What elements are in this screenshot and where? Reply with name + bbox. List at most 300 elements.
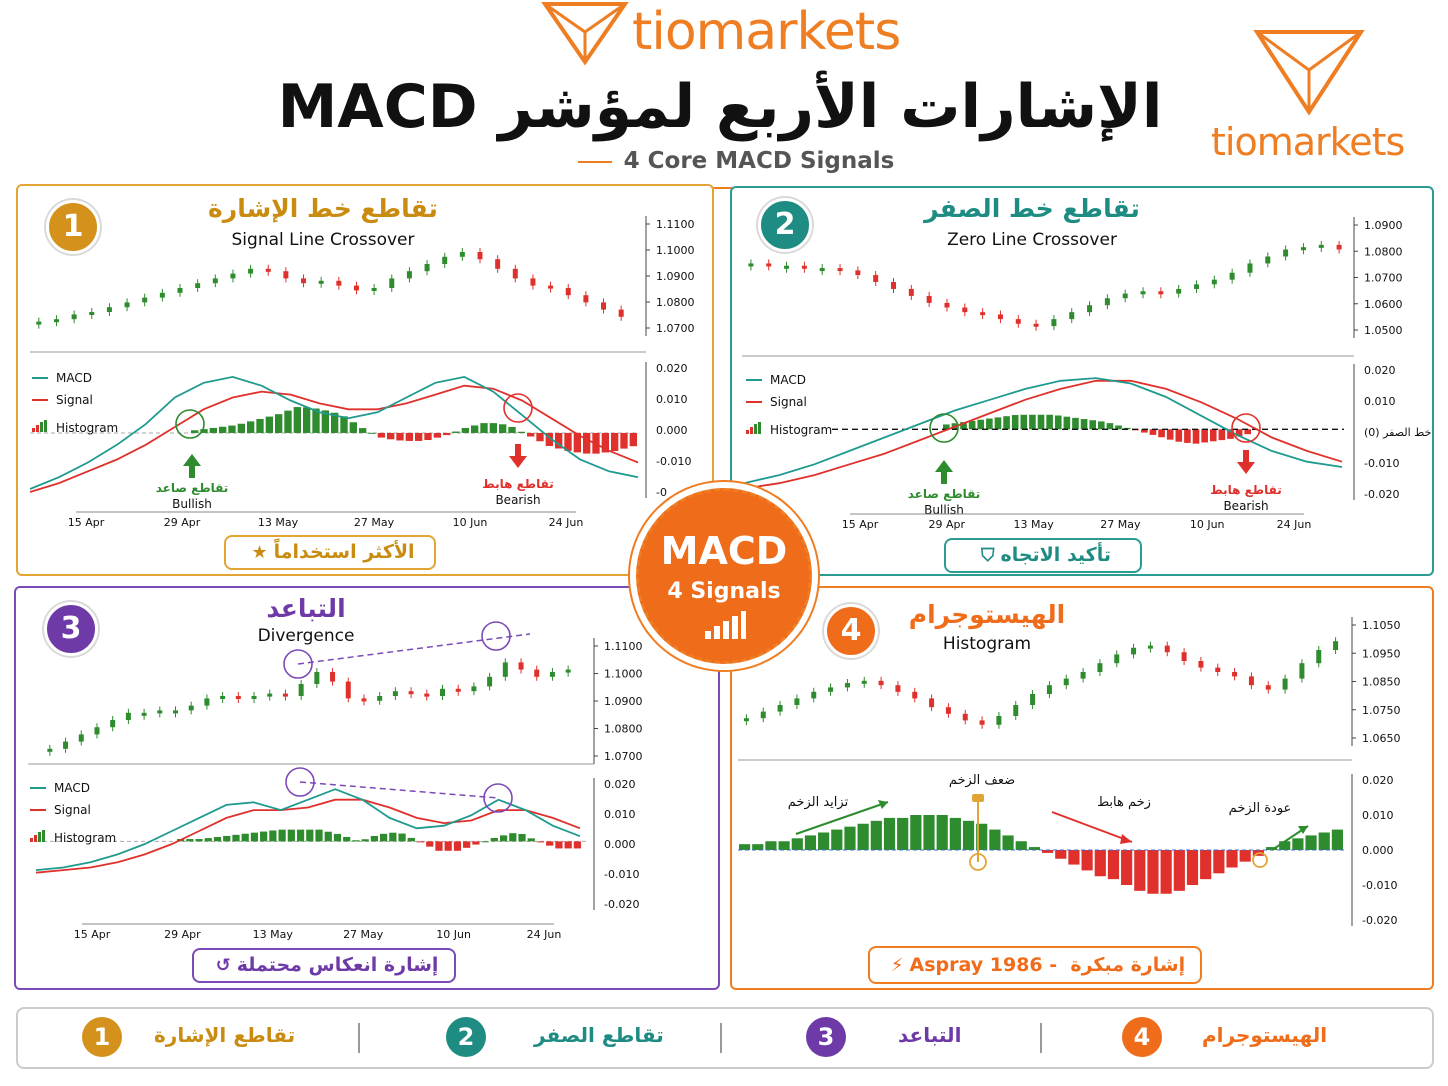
- candle-body: [487, 677, 492, 687]
- histogram-bar: [482, 841, 489, 842]
- panel-title-ar: التباعد: [266, 594, 346, 623]
- indicator-tick-label: 0.000: [604, 838, 636, 851]
- legend-histogram-icon: [38, 832, 41, 842]
- candle-body: [189, 706, 194, 711]
- legend-histogram-icon: [746, 430, 749, 434]
- panel-histogram: [730, 586, 1434, 990]
- date-tick-label: 10 Jun: [436, 928, 471, 941]
- bottom-legend: [16, 1007, 1434, 1069]
- price-divergence-line: [298, 634, 530, 664]
- histogram-bar: [352, 840, 359, 841]
- candle-body: [766, 263, 771, 266]
- histogram-bar: [620, 433, 627, 449]
- date-tick-label: 24 Jun: [526, 928, 562, 941]
- histogram-bar: [1003, 416, 1010, 429]
- histogram-bar: [1193, 429, 1200, 443]
- lightning-icon: ⚡: [890, 955, 904, 976]
- candle-body: [195, 283, 200, 288]
- candle-body: [160, 293, 165, 298]
- candle-body: [236, 696, 241, 699]
- histogram-bar: [1064, 417, 1071, 430]
- candle-body: [330, 672, 335, 682]
- date-tick-label: 29 Apr: [164, 928, 201, 941]
- candle-body: [530, 278, 535, 285]
- histogram-bar: [1167, 429, 1174, 439]
- date-tick-label: 24 Jun: [1276, 518, 1312, 531]
- histogram-bar: [574, 841, 581, 848]
- center-title: MACD: [660, 529, 788, 573]
- histogram-bar: [480, 423, 487, 433]
- candle-body: [879, 681, 884, 685]
- histogram-bar: [995, 417, 1002, 429]
- candle-body: [1158, 291, 1163, 294]
- histogram-bar: [536, 433, 543, 441]
- candle-body: [566, 670, 571, 673]
- candle-body: [460, 252, 465, 257]
- indicator-tick-label: -0.010: [1364, 457, 1400, 470]
- histogram-bar: [325, 832, 332, 842]
- histogram-bar: [527, 433, 534, 437]
- histogram-bar: [452, 432, 459, 433]
- candle-body: [1319, 245, 1324, 248]
- candle-body: [944, 303, 949, 308]
- candle-body: [1114, 654, 1119, 663]
- histogram-bar: [443, 433, 450, 435]
- histogram-bar: [1068, 850, 1079, 865]
- legend-item-1: [78, 1015, 298, 1061]
- candle-body: [912, 692, 917, 699]
- crossover-label-ar: تقاطع هابط: [1210, 483, 1282, 497]
- candle-body: [1215, 668, 1220, 672]
- candle-body: [1069, 312, 1074, 319]
- candle-body: [862, 681, 867, 684]
- histogram-bar: [509, 833, 516, 841]
- legend-histogram-icon: [750, 427, 753, 434]
- histogram-bar: [989, 830, 1000, 850]
- histogram-bar: [858, 824, 869, 850]
- histogram-bar: [1089, 420, 1096, 429]
- candle-body: [456, 689, 461, 692]
- histogram-bar: [284, 411, 291, 433]
- crossover-label-en: Bullish: [172, 497, 212, 511]
- arrow-down-shaft: [515, 444, 521, 456]
- candle-body: [157, 710, 162, 713]
- histogram-bar: [1107, 423, 1114, 429]
- histogram-bar: [279, 830, 286, 842]
- legend-label: تقاطع الإشارة: [154, 1023, 296, 1047]
- legend-macd-label: MACD: [770, 373, 806, 387]
- candle-body: [1016, 319, 1021, 324]
- legend-item-2: [446, 1015, 666, 1061]
- histogram-bar: [334, 834, 341, 841]
- center-macd-badge: [636, 488, 812, 664]
- indicator-tick-label: 0.020: [656, 362, 688, 375]
- candle-body: [980, 720, 985, 724]
- histogram-bar: [275, 414, 282, 433]
- panel-title-en: Zero Line Crossover: [947, 230, 1117, 250]
- candle-body: [1194, 284, 1199, 289]
- candle-body: [110, 720, 115, 727]
- candle-body: [513, 269, 518, 279]
- indicator-tick-label: 0.020: [1362, 774, 1394, 787]
- indicator-tick-label: 0.010: [1362, 809, 1394, 822]
- candle-body: [1247, 263, 1252, 272]
- note-weak: ضعف الزخم: [948, 773, 1016, 788]
- panel-title-en: Divergence: [257, 626, 355, 646]
- candle-body: [142, 298, 147, 303]
- legend-label: تقاطع الصفر: [534, 1023, 664, 1047]
- indicator-tick-label: خط الصفر (0): [1364, 426, 1432, 439]
- candle-body: [495, 259, 500, 269]
- histogram-bar: [546, 841, 553, 845]
- price-tick-label: 1.0800: [604, 722, 643, 736]
- histogram-bar: [426, 841, 433, 846]
- macd-line: [36, 789, 580, 870]
- histogram-bar: [266, 417, 273, 433]
- histogram-bar: [1244, 429, 1251, 434]
- candle-body: [1333, 641, 1338, 650]
- price-tick-label: 1.0900: [656, 270, 695, 283]
- indicator-tick-label: 0.020: [604, 778, 636, 791]
- panel-title-en: Signal Line Crossover: [231, 230, 415, 250]
- indicator-tick-label: -0.010: [1362, 879, 1398, 892]
- histogram-bar: [362, 839, 369, 841]
- macd-chart-2: [732, 188, 1432, 574]
- histogram-bar: [986, 419, 993, 430]
- histogram-bar: [831, 830, 842, 850]
- histogram-bar: [424, 433, 431, 440]
- candle-body: [929, 698, 934, 707]
- crossover-label-ar: تقاطع صاعد: [155, 481, 229, 495]
- legend-histogram-icon: [32, 428, 35, 432]
- candle-body: [299, 684, 304, 696]
- histogram-bar: [260, 832, 267, 842]
- candle-body: [1051, 319, 1056, 326]
- histogram-bar: [490, 423, 497, 433]
- legend-histogram-icon: [754, 424, 757, 434]
- arrow-up-icon: [935, 460, 953, 472]
- histogram-bar: [1219, 429, 1226, 440]
- legend-signal-label: Signal: [770, 395, 807, 409]
- histogram-bar: [1081, 419, 1088, 429]
- note-rising: تزايد الزخم: [787, 795, 849, 810]
- candle-body: [998, 314, 1003, 319]
- histogram-bar: [472, 841, 479, 844]
- candle-body: [583, 295, 588, 302]
- tag-reversal-signal: إشارة انعكاس محتملة↺: [192, 948, 456, 983]
- legend-signal-label: Signal: [56, 393, 93, 407]
- candle-body: [301, 278, 306, 283]
- candle-body: [1232, 672, 1237, 676]
- histogram-bar: [288, 830, 295, 842]
- crossover-label-ar: تقاطع هابط: [482, 477, 554, 491]
- legend-macd-label: MACD: [54, 781, 90, 795]
- histogram-bar: [380, 834, 387, 842]
- candle-body: [1249, 676, 1254, 685]
- histogram-bar: [739, 844, 750, 850]
- histogram-bar: [417, 841, 424, 842]
- histogram-bar: [491, 838, 498, 841]
- histogram-bar: [186, 839, 193, 841]
- date-tick-label: 10 Jun: [452, 516, 488, 529]
- candle-body: [63, 742, 68, 749]
- histogram-bar: [445, 841, 452, 850]
- candle-body: [503, 662, 508, 676]
- candle-body: [761, 712, 766, 719]
- candle-body: [845, 683, 850, 687]
- candle-body: [1301, 247, 1306, 250]
- crossover-label-en: Bearish: [1223, 499, 1269, 513]
- arrow-head-icon: [1120, 834, 1132, 844]
- legend-number: 2: [446, 1017, 486, 1057]
- candle-body: [1131, 648, 1136, 655]
- candle-body: [54, 319, 59, 322]
- candle-body: [1182, 652, 1187, 661]
- histogram-bar: [343, 837, 350, 841]
- histogram-bar: [963, 821, 974, 850]
- legend-number: 4: [1122, 1017, 1162, 1057]
- histogram-bar: [1201, 429, 1208, 442]
- histogram-bar: [191, 430, 198, 433]
- candle-body: [891, 282, 896, 289]
- signal-line: [744, 381, 1342, 489]
- histogram-bar: [871, 821, 882, 850]
- histogram-bar: [1055, 850, 1066, 859]
- candle-body: [425, 264, 430, 271]
- shield-star-icon: ⛉: [980, 545, 995, 566]
- histogram-bar: [315, 830, 322, 842]
- histogram-bar: [238, 424, 245, 433]
- candle-body: [220, 696, 225, 699]
- histogram-bar: [1174, 850, 1185, 891]
- panel-title-ar: الهيستوجرام: [908, 600, 1066, 629]
- candle-body: [996, 716, 1001, 725]
- date-tick-label: 27 May: [1100, 518, 1141, 531]
- date-tick-label: 15 Apr: [73, 928, 111, 941]
- histogram-bar: [518, 432, 525, 433]
- note-falling: زخم هابط: [1097, 795, 1151, 810]
- histogram-bar: [611, 433, 618, 451]
- candle-body: [1148, 646, 1153, 649]
- histogram-bar: [1046, 415, 1053, 430]
- histogram-bar: [1319, 833, 1330, 851]
- histogram-bar: [398, 834, 405, 842]
- histogram-bar: [371, 836, 378, 841]
- histogram-bar: [518, 834, 525, 841]
- histogram-bar: [897, 818, 908, 850]
- candle-body: [126, 713, 131, 720]
- legend-histogram-icon: [758, 422, 761, 434]
- histogram-bar: [210, 428, 217, 433]
- legend-macd-label: MACD: [56, 371, 92, 385]
- candle-body: [252, 696, 257, 699]
- candle-body: [962, 308, 967, 313]
- histogram-bar: [247, 421, 254, 433]
- candle-body: [36, 322, 41, 325]
- candle-body: [372, 288, 377, 291]
- candle-body: [1013, 705, 1018, 716]
- candle-body: [828, 687, 833, 691]
- candle-body: [230, 274, 235, 279]
- indicator-tick-label: 0.000: [656, 424, 688, 437]
- histogram-bar: [1012, 415, 1019, 429]
- candle-body: [1299, 663, 1304, 678]
- candle-body: [909, 289, 914, 296]
- candle-body: [1266, 685, 1271, 689]
- panel-number-badge: 2: [758, 198, 812, 252]
- histogram-bar: [1095, 850, 1106, 876]
- histogram-bar: [969, 421, 976, 429]
- candle-body: [1176, 289, 1181, 294]
- candle-body: [125, 302, 130, 307]
- histogram-bar: [508, 427, 515, 433]
- histogram-bar: [1121, 850, 1132, 885]
- candle-body: [794, 698, 799, 705]
- price-tick-label: 1.1000: [656, 244, 695, 257]
- panel-title-ar: تقاطع خط الإشارة: [208, 194, 438, 223]
- histogram-bar: [368, 433, 375, 434]
- histogram-bar: [537, 841, 544, 842]
- candle-body: [267, 694, 272, 697]
- histogram-bar: [1055, 416, 1062, 430]
- arrow-down-shaft: [1243, 450, 1249, 462]
- histogram-bar: [1038, 415, 1045, 430]
- candle-body: [1316, 650, 1321, 663]
- histogram-bar: [583, 433, 590, 454]
- page-title: الإشارات الأربع لمؤشر MACD: [277, 72, 1163, 142]
- candle-body: [178, 288, 183, 293]
- histogram-bar: [765, 841, 776, 850]
- brand-logo-top: [540, 0, 920, 70]
- arrow-down-icon: [1237, 462, 1255, 474]
- candle-body: [1141, 291, 1146, 294]
- price-tick-label: 1.0600: [1364, 297, 1403, 311]
- indicator-tick-label: -0.010: [656, 455, 692, 468]
- legend-histogram-label: Histogram: [770, 423, 833, 437]
- indicator-tick-label: -0.020: [1364, 488, 1400, 501]
- candle-body: [927, 296, 932, 303]
- histogram-bar: [303, 407, 310, 433]
- candle-body: [1064, 679, 1069, 686]
- weak-marker-cap: [972, 794, 984, 802]
- candle-body: [1105, 298, 1110, 305]
- histogram-bar: [294, 407, 301, 433]
- brand-logo-right: [1205, 28, 1415, 163]
- candle-body: [283, 694, 288, 697]
- price-tick-label: 1.0900: [1364, 219, 1403, 232]
- candle-body: [72, 314, 77, 319]
- candle-body: [548, 286, 553, 289]
- histogram-bar: [340, 416, 347, 433]
- candle-body: [79, 734, 84, 741]
- legend-histogram-icon: [36, 425, 39, 432]
- candle-body: [963, 714, 968, 721]
- macd-chart-4: [732, 588, 1432, 988]
- candle-body: [873, 275, 878, 282]
- candle-body: [94, 727, 99, 734]
- price-high-marker: [482, 622, 510, 650]
- histogram-bar: [463, 841, 470, 847]
- histogram-bar: [950, 818, 961, 850]
- price-tick-label: 1.1050: [1362, 619, 1401, 632]
- histogram-bar: [471, 425, 478, 432]
- candle-body: [1165, 646, 1170, 653]
- indicator-tick-label: -0.020: [1362, 914, 1398, 927]
- price-tick-label: 1.0900: [604, 695, 643, 708]
- candle-body: [478, 252, 483, 259]
- legend-histogram-icon: [34, 835, 37, 842]
- candle-body: [601, 302, 606, 309]
- candle-body: [283, 271, 288, 278]
- legend-histogram-icon: [42, 830, 45, 842]
- price-tick-label: 1.0700: [656, 322, 695, 335]
- panel-number-badge: 3: [44, 602, 98, 656]
- candle-body: [336, 281, 341, 286]
- brand-wordmark: tiomarkets: [632, 2, 901, 62]
- arrow-up-shaft: [189, 466, 195, 478]
- histogram-bar: [1305, 835, 1316, 850]
- candle-body: [784, 266, 789, 269]
- brand-mark-icon: [540, 0, 630, 68]
- legend-number: 1: [82, 1017, 122, 1057]
- brand-wordmark: tiomarkets: [1211, 120, 1405, 164]
- histogram-bar: [387, 433, 394, 439]
- candle-body: [1123, 294, 1128, 299]
- candle-body: [314, 672, 319, 684]
- note-return: عودة الزخم: [1228, 801, 1292, 816]
- panel-title-en: Histogram: [942, 634, 1032, 654]
- histogram-bar: [1098, 421, 1105, 429]
- candle-body: [471, 686, 476, 691]
- histogram-bar: [434, 433, 441, 438]
- price-tick-label: 1.0950: [1362, 647, 1401, 661]
- legend-signal-label: Signal: [54, 803, 91, 817]
- histogram-bar: [910, 815, 921, 850]
- legend-histogram-icon: [30, 838, 33, 842]
- histogram-bar: [232, 835, 239, 842]
- histogram-bar: [630, 433, 637, 446]
- crossover-label-en: Bullish: [924, 503, 964, 517]
- panel-title-ar: تقاطع خط الصفر: [924, 194, 1140, 223]
- date-tick-label: 29 Apr: [163, 516, 201, 529]
- histogram-bar: [1016, 841, 1027, 850]
- candle-body: [248, 269, 253, 274]
- reverse-arrow-icon: ↺: [215, 955, 231, 976]
- histogram-bar: [195, 839, 202, 841]
- legend-label: الهيستوجرام: [1202, 1023, 1328, 1047]
- price-tick-label: 1.1100: [656, 218, 695, 231]
- indicator-tick-label: 0.010: [604, 808, 636, 821]
- date-tick-label: 24 Jun: [548, 516, 584, 529]
- histogram-bar: [1213, 850, 1224, 873]
- histogram-bar: [779, 841, 790, 850]
- histogram-bar: [406, 433, 413, 441]
- histogram-bar: [350, 422, 357, 433]
- date-tick-label: 10 Jun: [1189, 518, 1225, 531]
- histogram-bar: [977, 420, 984, 430]
- histogram-bar: [1240, 850, 1251, 862]
- price-tick-label: 1.0850: [1362, 675, 1401, 689]
- date-tick-label: 13 May: [1013, 518, 1054, 531]
- candle-body: [1337, 245, 1342, 250]
- candle-body: [519, 662, 524, 669]
- histogram-bar: [297, 830, 304, 842]
- histogram-bar: [1184, 429, 1191, 443]
- candle-body: [855, 270, 860, 275]
- legend-item-4: [1122, 1015, 1342, 1061]
- date-tick-label: 27 May: [343, 928, 384, 941]
- histogram-bar: [528, 838, 535, 841]
